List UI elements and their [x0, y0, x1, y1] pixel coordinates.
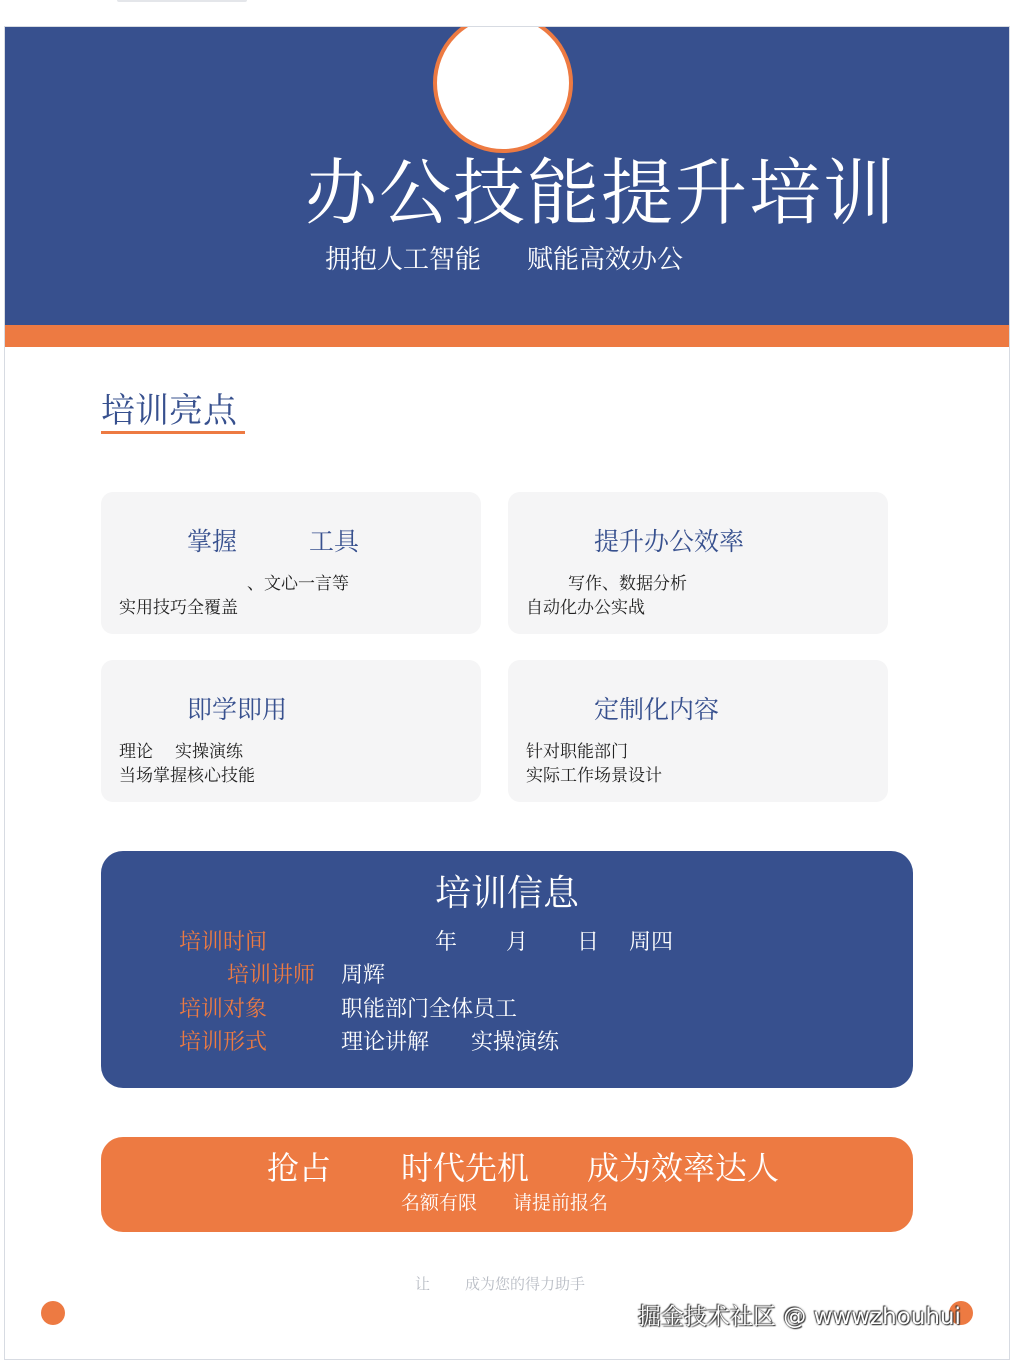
- header-accent-band: [5, 325, 1009, 347]
- cta-text-part-1: 抢占: [267, 1149, 332, 1187]
- footer-text-right: 成为您的得力助手: [465, 1275, 586, 1293]
- card-title: 定制化内容: [594, 695, 720, 724]
- card-line-2: 当场掌握核心技能: [119, 766, 255, 786]
- call-to-action-banner: [101, 1137, 913, 1232]
- subtitle-right: 赋能高效办公: [527, 245, 684, 275]
- decor-dot-left: [41, 1301, 65, 1325]
- info-time-year: 年: [435, 930, 458, 955]
- info-label-lecturer: 培训讲师: [227, 963, 316, 988]
- card-line-1: 针对职能部门: [526, 742, 628, 762]
- card-line-2: 实际工作场景设计: [526, 766, 662, 786]
- footer-text-left: 让: [415, 1275, 431, 1293]
- card-line-2: 实用技巧全覆盖: [119, 598, 238, 618]
- cta-text-part-3: 成为效率达人: [587, 1149, 780, 1187]
- info-time-day: 日: [577, 930, 600, 955]
- header-banner: [5, 27, 1009, 325]
- highlights-heading: 培训亮点: [101, 391, 237, 431]
- info-lecturer-value: 周辉: [341, 963, 386, 988]
- info-label-time: 培训时间: [179, 930, 268, 955]
- info-audience-value: 职能部门全体员工: [341, 997, 518, 1022]
- info-label-audience: 培训对象: [179, 997, 268, 1022]
- viewer-tab-indicator[interactable]: [117, 0, 247, 2]
- card-title: 提升办公效率: [594, 527, 745, 556]
- info-format-value-b: 实操演练: [471, 1030, 560, 1055]
- poster-title: 办公技能提升培训: [305, 151, 898, 235]
- info-time-month: 月: [506, 930, 529, 955]
- viewer-top-bar: [0, 0, 1016, 26]
- info-format-value-a: 理论讲解: [341, 1030, 430, 1055]
- subtitle-left: 拥抱人工智能: [325, 245, 482, 275]
- card-title-part-b: 工具: [309, 527, 360, 556]
- cta-sub-register: 请提前报名: [513, 1192, 609, 1214]
- cta-sub-limited: 名额有限: [401, 1192, 478, 1214]
- card-line-2: 自动化办公实战: [526, 598, 645, 618]
- card-line-1-part-a: 理论: [119, 742, 153, 762]
- card-line-1: 写作、数据分析: [568, 574, 687, 594]
- highlight-card-learn-apply: [101, 660, 481, 802]
- training-info-title: 培训信息: [434, 873, 579, 914]
- poster-page: [4, 26, 1010, 1360]
- highlight-card-master-tools: [101, 492, 481, 634]
- card-title-part-a: 掌握: [187, 527, 238, 556]
- highlight-card-custom-content: [508, 660, 888, 802]
- info-label-format: 培训形式: [179, 1030, 268, 1055]
- card-title: 即学即用: [187, 695, 288, 724]
- card-line-1-part-b: 实操演练: [175, 742, 243, 762]
- training-info-panel: [101, 851, 913, 1088]
- highlights-heading-underline: [101, 431, 245, 434]
- watermark-text: 掘金技术社区 @ wwwzhouhui: [638, 1304, 961, 1330]
- card-line-1: 、文心一言等: [247, 574, 349, 594]
- cta-text-part-2: 时代先机: [401, 1149, 530, 1187]
- highlight-card-efficiency: [508, 492, 888, 634]
- logo-placeholder-circle: [433, 26, 573, 153]
- info-time-weekday: 周四: [629, 930, 674, 955]
